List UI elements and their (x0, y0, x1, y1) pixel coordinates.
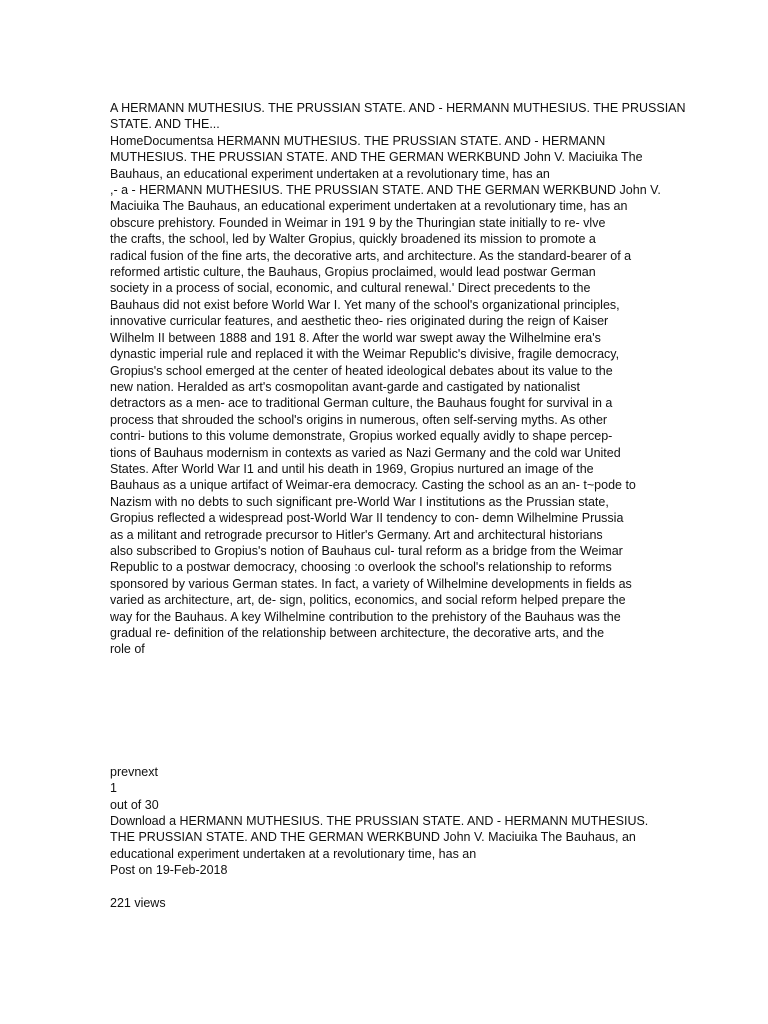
views-count: 221 views (110, 895, 166, 910)
body-line: Maciuika The Bauhaus, an educational experiment undertaken at a revolutionary time, has an (110, 199, 628, 214)
body-line: reformed artistic culture, the Bauhaus, Gropius proclaimed, would lead postwar German (110, 265, 596, 280)
breadcrumb-line: HomeDocumentsa HERMANN MUTHESIUS. THE PRUSSIAN STATE. AND - HERMANN (110, 133, 606, 148)
body-line: detractors as a men- ace to traditional German culture, the Bauhaus fought for survival in a (110, 396, 613, 411)
prev-next-row (110, 764, 660, 780)
body-line: tions of Bauhaus modernism in contexts as varied as Nazi Germany and the cold war United (110, 445, 621, 460)
breadcrumb-line: MUTHESIUS. THE PRUSSIAN STATE. AND THE GERMAN WERKBUND John V. Maciuika The (110, 150, 643, 165)
download-description (110, 813, 660, 879)
document-page (110, 100, 686, 911)
body-line: Nazism with no debts to such significant pre-World War I institutions as the Prussian state, (110, 494, 609, 509)
body-line: way for the Bauhaus. A key Wilhelmine contribution to the prehistory of the Bauhaus was the (110, 609, 621, 624)
body-line: Republic to a postwar democracy, choosing :o overlook the school's relationship to reforms (110, 560, 612, 575)
download-line: educational experiment undertaken at a revolutionary time, has an (110, 846, 477, 861)
download-line: THE PRUSSIAN STATE. AND THE GERMAN WERKBUND John V. Maciuika The Bauhaus, an (110, 830, 636, 845)
body-line: Bauhaus as a unique artifact of Weimar-era democracy. Casting the school as an an- t~pode to (110, 478, 636, 493)
body-line: gradual re- definition of the relationship between architecture, the decorative arts, and the (110, 626, 605, 640)
page-number: 1 (110, 781, 117, 796)
body-line: the crafts, the school, led by Walter Gropius, quickly broadened its mission to promote a (110, 232, 596, 247)
document-title (110, 100, 686, 133)
body-line: as a militant and retrograde precursor to Hitler's Germany. Art and architectural historians (110, 527, 603, 542)
page-navigation (110, 764, 660, 813)
body-line: radical fusion of the fine arts, the decorative arts, and architecture. As the standard-bearer of a (110, 248, 632, 263)
body-line: process that shrouded the school's origins in numerous, often self-serving myths. As other (110, 412, 608, 427)
page-total: out of 30 (110, 797, 159, 812)
body-line: Gropius reflected a widespread post-World War II tendency to con- demn Wilhelmine Prussia (110, 511, 624, 526)
view-count (110, 895, 660, 911)
body-line: dynastic imperial rule and replaced it with the Weimar Republic's divisive, fragile democracy, (110, 347, 620, 362)
body-line: varied as architecture, art, de- sign, politics, economics, and social reform helped prepare the (110, 593, 626, 608)
document-body-text (110, 182, 660, 658)
body-line: also subscribed to Gropius's notion of Bauhaus cul- tural reform as a bridge from the Weimar (110, 543, 623, 558)
body-line: Bauhaus did not exist before World War I. Yet many of the school's organizational principles, (110, 297, 620, 312)
body-line: contri- butions to this volume demonstrate, Gropius worked equally avidly to shape percep- (110, 429, 613, 444)
next-link[interactable]: next (134, 764, 158, 779)
body-line: innovative curricular features, and aesthetic theo- ries originated during the reign of Kaiser (110, 314, 609, 329)
title-line: A HERMANN MUTHESIUS. THE PRUSSIAN STATE. AND - HERMANN MUTHESIUS. THE PRUSSIAN (110, 101, 686, 115)
breadcrumb (110, 133, 660, 182)
body-line: Gropius's school emerged at the center of heated ideological debates about its value to the (110, 363, 613, 378)
post-date: Post on 19-Feb-2018 (110, 863, 228, 878)
body-line: society in a process of social, economic, and cultural renewal.' Direct precedents to the (110, 281, 591, 296)
body-line: new nation. Heralded as art's cosmopolitan avant-garde and castigated by nationalist (110, 379, 581, 394)
body-line: sponsored by various German states. In fact, a variety of Wilhelmine developments in fields as (110, 576, 632, 591)
body-line: obscure prehistory. Founded in Weimar in 191 9 by the Thuringian state initially to re- vlve (110, 215, 606, 230)
breadcrumb-line: Bauhaus, an educational experiment undertaken at a revolutionary time, has an (110, 166, 550, 181)
blank-gap (110, 658, 660, 764)
blank-gap (110, 879, 660, 895)
body-line: role of (110, 642, 145, 657)
download-line[interactable]: Download a HERMANN MUTHESIUS. THE PRUSSIAN STATE. AND - HERMANN MUTHESIUS. (110, 814, 649, 829)
body-line: ,- a - HERMANN MUTHESIUS. THE PRUSSIAN STATE. AND THE GERMAN WERKBUND John V. (110, 183, 661, 198)
body-line: States. After World War I1 and until his death in 1969, Gropius nurtured an image of the (110, 461, 594, 476)
title-line: STATE. AND THE... (110, 117, 220, 132)
prev-link[interactable]: prev (110, 764, 135, 779)
body-line: Wilhelm II between 1888 and 191 8. After the world war swept away the Wilhelmine era's (110, 330, 601, 345)
